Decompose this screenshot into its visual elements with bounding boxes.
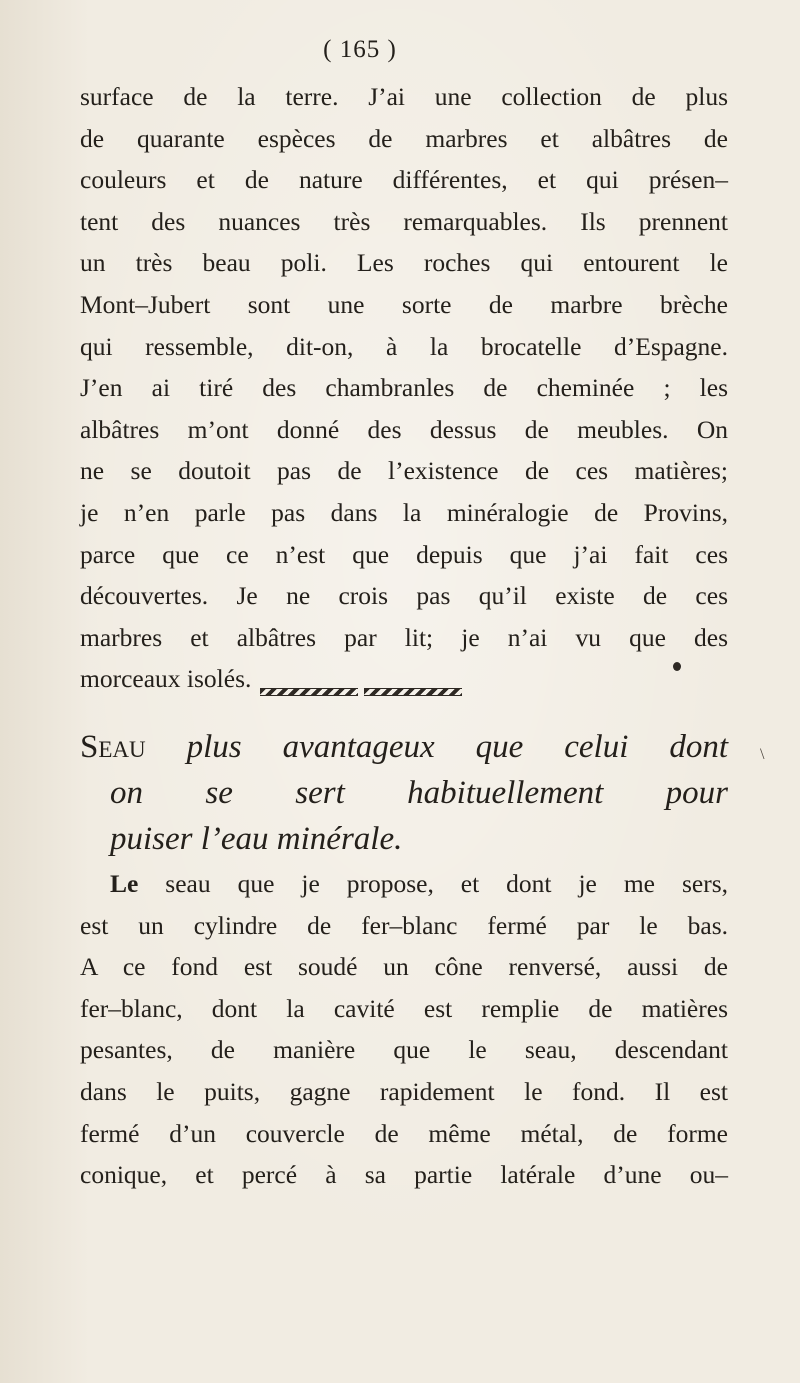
text-line: découvertes. Je ne crois pas qu’il existe de ces (80, 581, 728, 611)
title-line: puiser l’eau minérale. (110, 821, 403, 857)
ornament-left (260, 688, 358, 696)
text-line: marbres et albâtres par lit; je n’ai vu que des (80, 622, 728, 652)
paragraph-seau (80, 863, 728, 1196)
text-line: surface de la terre. J’ai une collection de plus (80, 82, 728, 111)
text-line: morceaux isolés. (80, 664, 252, 694)
text-line: couleurs et de nature différentes, et qui présen– (80, 165, 728, 195)
section-divider-ornament (257, 687, 465, 697)
text-line: fer–blanc, dont la cavité est remplie de matières (80, 993, 728, 1023)
text-line: Mont–Jubert sont une sorte de marbre brèche (80, 289, 728, 319)
text-line: fermé d’un couvercle de même métal, de forme (80, 1118, 728, 1148)
text-line: ne se doutoit pas de l’existence de ces matières; (80, 456, 728, 486)
paragraph-first-word: Le (110, 869, 139, 898)
text-line: qui ressemble, dit-on, à la brocatelle d’Espagne. (80, 331, 728, 361)
ink-dot-mark (673, 662, 681, 671)
page-number: ( 165 ) (323, 36, 397, 63)
section-title (80, 724, 728, 862)
text-line (80, 863, 728, 905)
text-line: de quarante espèces de marbres et albâtres de (80, 123, 728, 153)
title-line (80, 724, 728, 770)
text-line: conique, et percé à sa partie latérale d’une ou– (80, 1160, 728, 1190)
text-line: est un cylindre de fer–blanc fermé par le bas. (80, 910, 728, 940)
margin-mark: \ (760, 746, 765, 763)
text-line: A ce fond est soudé un cône renversé, aussi de (80, 952, 728, 982)
ornament-right (364, 688, 462, 696)
paragraph-marbles (80, 76, 728, 700)
text-line: parce que ce n’est que depuis que j’ai fait ces (80, 539, 728, 569)
text-line: J’en ai tiré des chambranles de cheminée ; les (80, 373, 728, 403)
title-first-word: Seau (80, 729, 146, 765)
text-line: albâtres m’ont donné des dessus de meubles. On (80, 414, 728, 444)
text-line: je n’en parle pas dans la minéralogie de Provins, (80, 497, 728, 527)
text-line: un très beau poli. Les roches qui entourent le (80, 248, 728, 278)
text-line-rest: seau que je propose, et dont je me sers, (165, 869, 728, 898)
text-line: dans le puits, gagne rapidement le fond. Il est (80, 1076, 728, 1106)
title-line-rest: plus avantageux que celui dont (186, 729, 728, 765)
text-line: pesantes, de manière que le seau, descendant (80, 1035, 728, 1065)
text-line: tent des nuances très remarquables. Ils prennent (80, 206, 728, 236)
title-line: on se sert habituellement pour (110, 775, 728, 811)
